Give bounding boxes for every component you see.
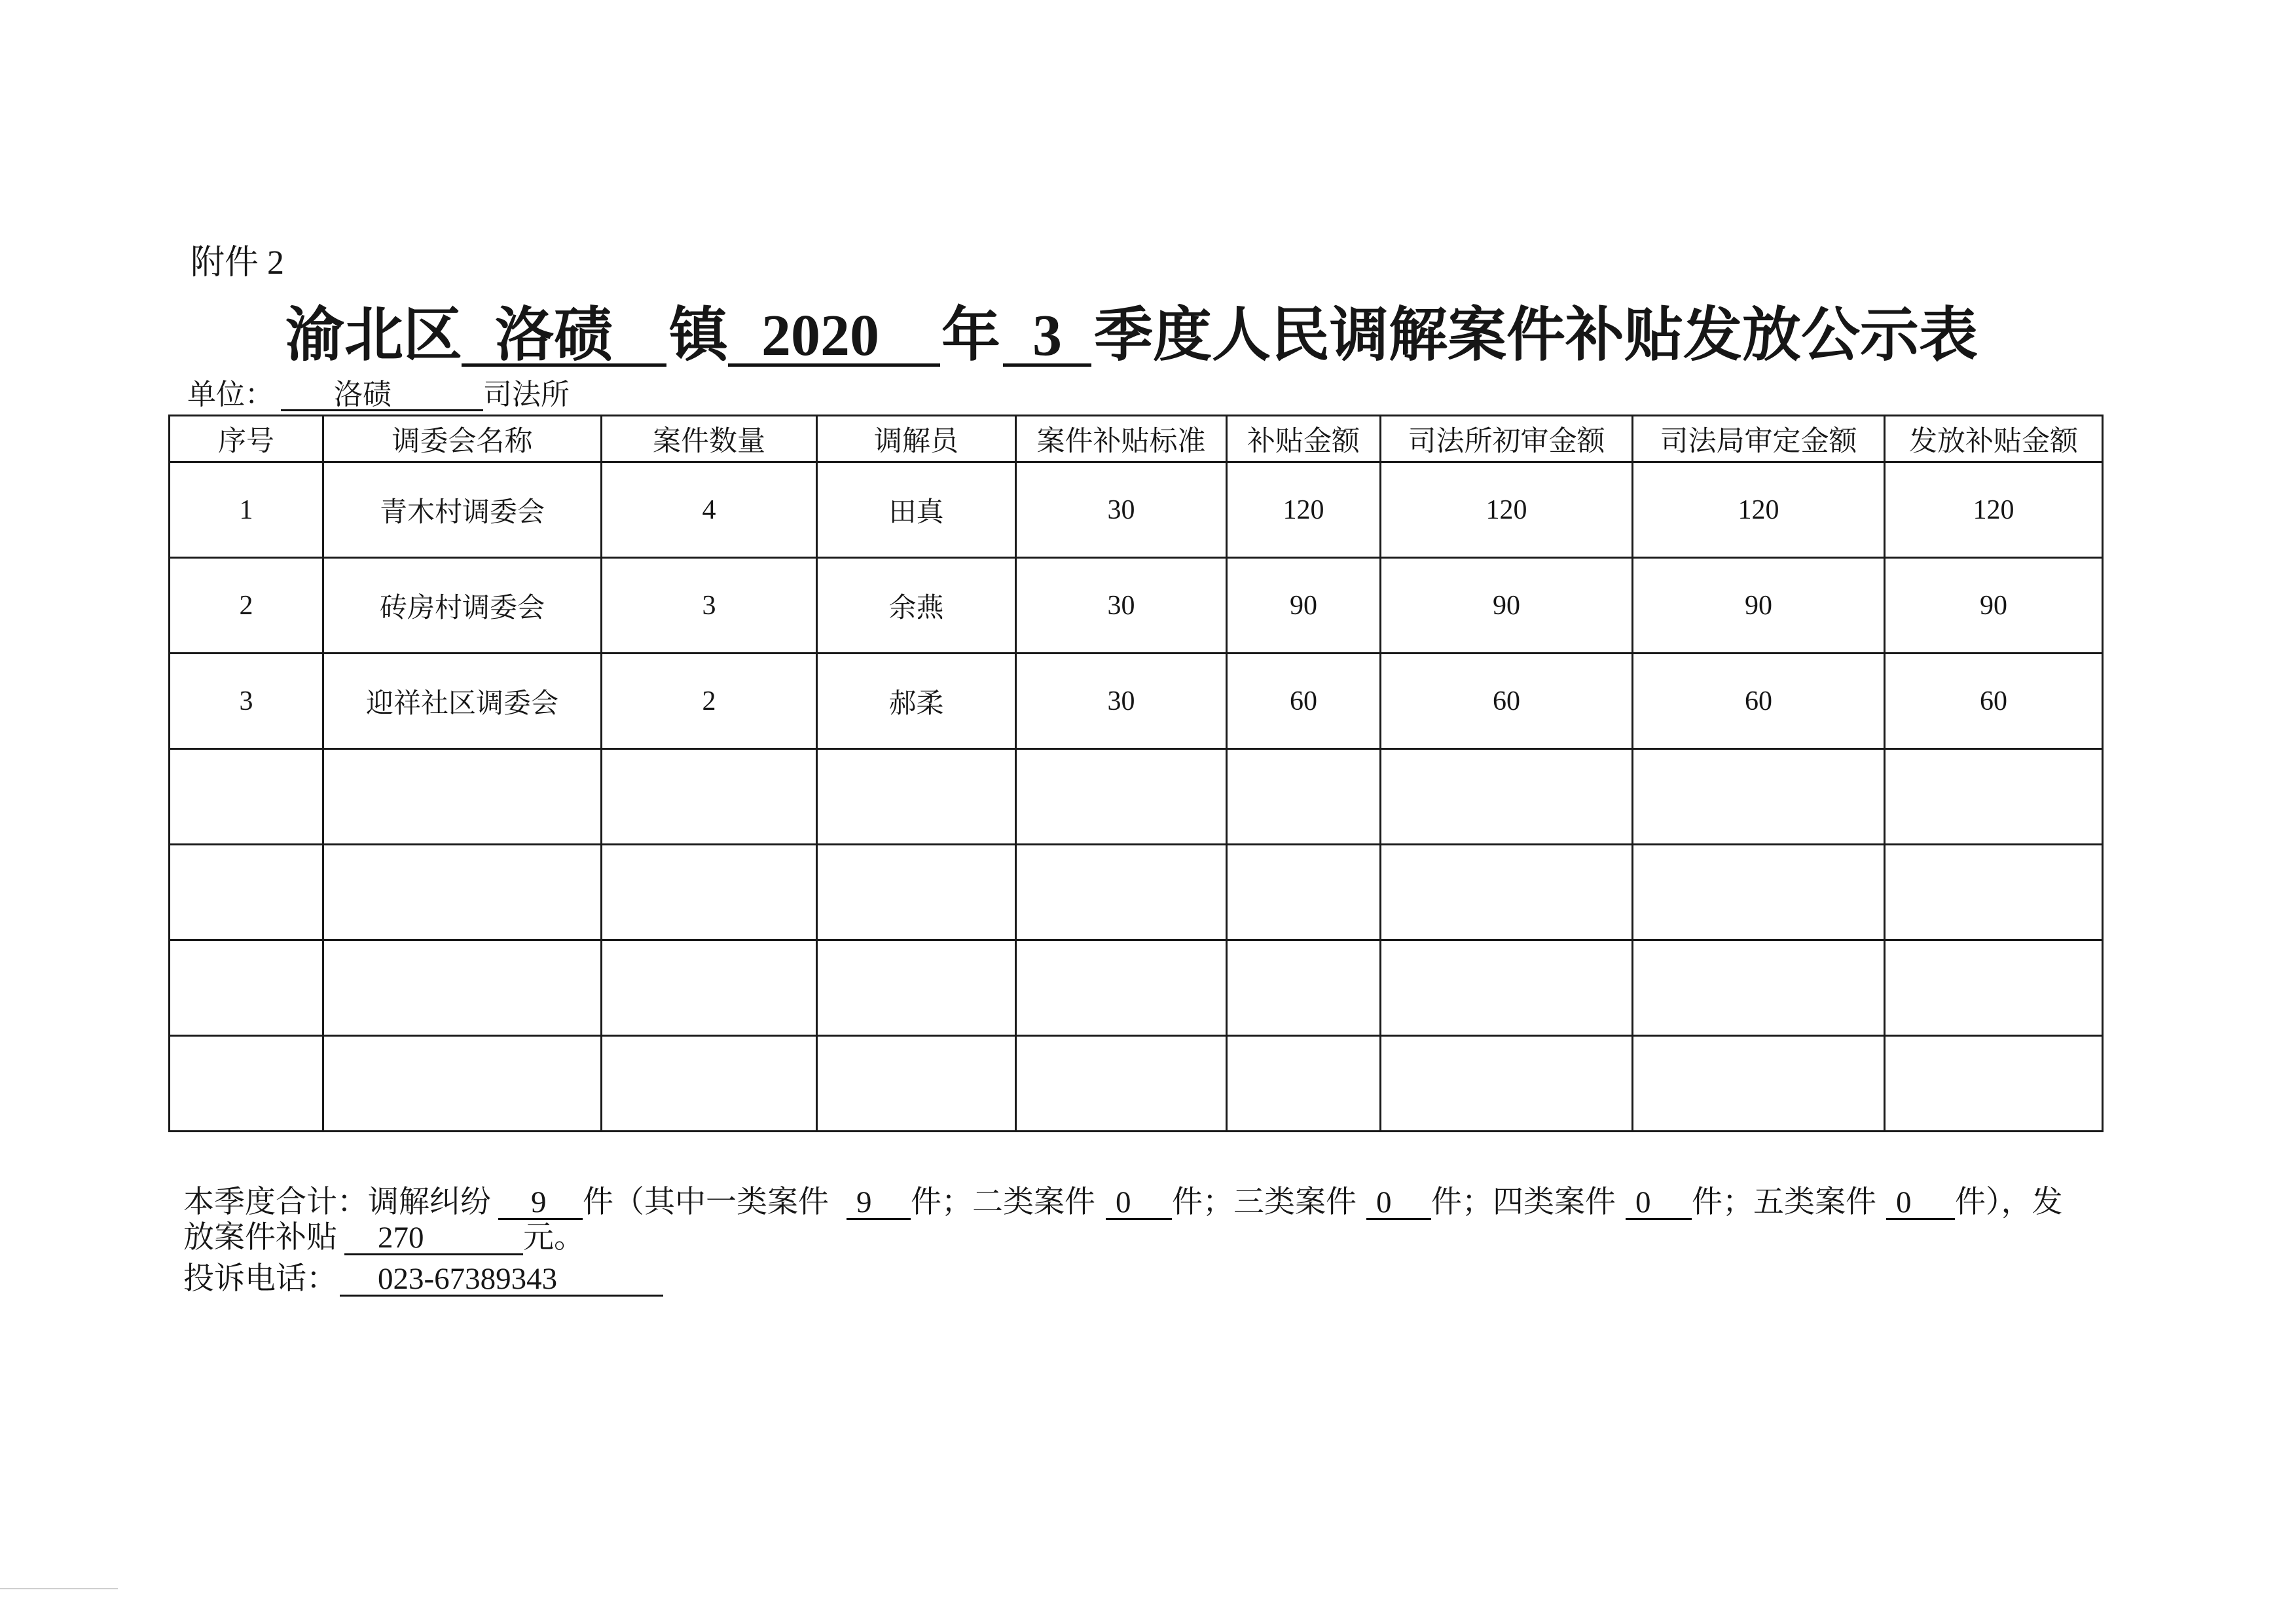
header-case-count: 案件数量	[602, 416, 817, 462]
table-cell-empty	[1016, 1036, 1227, 1132]
cell-subsidy-standard: 30	[1016, 462, 1227, 558]
table-row	[170, 558, 2103, 654]
cell-subsidy-standard: 30	[1016, 558, 1227, 654]
table-header-row	[170, 416, 2103, 462]
table-cell-empty	[1227, 1036, 1381, 1132]
table-cell-empty	[1633, 1036, 1885, 1132]
summary-text-5: 件；五类案件	[1692, 1185, 1876, 1219]
summary-prefix: 本季度合计：调解纠纷	[183, 1185, 491, 1219]
cell-seq: 3	[170, 654, 323, 749]
table-cell-empty	[1381, 1036, 1633, 1132]
table-cell-empty	[1633, 940, 1885, 1036]
table-row	[170, 654, 2103, 749]
cell-subsidy-standard: 30	[1016, 654, 1227, 749]
cell-subsidy-amount: 120	[1227, 462, 1381, 558]
cell-mediator: 余燕	[817, 558, 1016, 654]
table-cell-empty	[1227, 940, 1381, 1036]
table-cell-empty	[602, 845, 817, 940]
title-year-suffix: 年	[941, 303, 1000, 368]
summary-class-1-field: 9	[847, 1187, 911, 1220]
table-cell-empty	[1381, 845, 1633, 940]
complaint-phone-field: 023-67389343	[340, 1263, 663, 1297]
title-quarter-field: 3	[1003, 306, 1091, 367]
subsidy-table	[168, 415, 2104, 1132]
unit-suffix: 司法所	[483, 378, 570, 411]
table-cell-empty	[170, 1036, 323, 1132]
summary-text-3: 件；三类案件	[1172, 1185, 1357, 1219]
table-cell-empty	[817, 1036, 1016, 1132]
table-cell-empty	[1016, 749, 1227, 845]
table-cell-empty	[323, 749, 602, 845]
table-row-empty	[170, 940, 2103, 1036]
table-row-empty	[170, 1036, 2103, 1132]
cell-case-count: 4	[602, 462, 817, 558]
table-cell-empty	[1633, 845, 1885, 940]
cell-mediator: 田真	[817, 462, 1016, 558]
cell-subsidy-amount: 60	[1227, 654, 1381, 749]
scan-edge-mark	[0, 1588, 118, 1589]
header-seq: 序号	[170, 416, 323, 462]
table-cell-empty	[817, 940, 1016, 1036]
table-cell-empty	[602, 1036, 817, 1132]
table-cell-empty	[1227, 845, 1381, 940]
cell-bureau-approved-amount: 60	[1633, 654, 1885, 749]
title-town-suffix: 镇	[669, 303, 728, 368]
table-cell-empty	[170, 845, 323, 940]
summary-class-2-field: 0	[1106, 1187, 1172, 1220]
cell-disbursed-amount: 60	[1885, 654, 2103, 749]
cell-committee-name: 青木村调委会	[323, 462, 602, 558]
table-cell-empty	[1227, 749, 1381, 845]
title-town-field: 洛碛	[462, 306, 666, 367]
cell-disbursed-amount: 120	[1885, 462, 2103, 558]
summary-class-5-field: 0	[1886, 1187, 1955, 1220]
table-cell-empty	[1016, 845, 1227, 940]
summary-text-1: 件（其中一类案件	[583, 1185, 829, 1219]
summary-total-cases-field: 9	[498, 1187, 583, 1220]
summary-class-4-field: 0	[1626, 1187, 1692, 1220]
summary-text-2: 件；二类案件	[911, 1185, 1095, 1219]
table-cell-empty	[1885, 749, 2103, 845]
title-district: 渝北区	[285, 303, 462, 368]
table-cell-empty	[1885, 845, 2103, 940]
cell-office-initial-amount: 60	[1381, 654, 1633, 749]
cell-committee-name: 迎祥社区调委会	[323, 654, 602, 749]
header-mediator: 调解员	[817, 416, 1016, 462]
table-cell-empty	[1885, 940, 2103, 1036]
table-cell-empty	[602, 940, 817, 1036]
cell-bureau-approved-amount: 90	[1633, 558, 1885, 654]
summary-text-4: 件；四类案件	[1431, 1185, 1616, 1219]
cell-bureau-approved-amount: 120	[1633, 462, 1885, 558]
table-cell-empty	[1885, 1036, 2103, 1132]
summary-subsidy-total-field: 270	[344, 1222, 523, 1255]
table-row-empty	[170, 845, 2103, 940]
cell-subsidy-amount: 90	[1227, 558, 1381, 654]
cell-office-initial-amount: 90	[1381, 558, 1633, 654]
cell-seq: 2	[170, 558, 323, 654]
table-cell-empty	[817, 845, 1016, 940]
table-cell-empty	[323, 1036, 602, 1132]
header-office-initial-amount: 司法所初审金额	[1381, 416, 1633, 462]
table-cell-empty	[323, 940, 602, 1036]
cell-disbursed-amount: 90	[1885, 558, 2103, 654]
table-row	[170, 462, 2103, 558]
complaint-label: 投诉电话：	[183, 1262, 337, 1296]
header-subsidy-standard: 案件补贴标准	[1016, 416, 1227, 462]
cell-office-initial-amount: 120	[1381, 462, 1633, 558]
summary-text-6: 件），发	[1955, 1185, 2063, 1219]
summary-line2-prefix: 放案件补贴	[183, 1221, 337, 1255]
cell-seq: 1	[170, 462, 323, 558]
cell-mediator: 郝柔	[817, 654, 1016, 749]
unit-label: 单位：	[187, 378, 274, 411]
header-subsidy-amount: 补贴金额	[1227, 416, 1381, 462]
cell-committee-name: 砖房村调委会	[323, 558, 602, 654]
header-bureau-approved-amount: 司法局审定金额	[1633, 416, 1885, 462]
table-cell-empty	[1633, 749, 1885, 845]
unit-value-field: 洛碛	[281, 380, 483, 411]
table-cell-empty	[817, 749, 1016, 845]
table-row-empty	[170, 749, 2103, 845]
title-year-field: 2020	[728, 306, 940, 367]
attachment-label: 附件 2	[191, 244, 285, 282]
header-disbursed-amount: 发放补贴金额	[1885, 416, 2103, 462]
table-cell-empty	[323, 845, 602, 940]
header-committee-name: 调委会名称	[323, 416, 602, 462]
cell-case-count: 2	[602, 654, 817, 749]
title-rest: 季度人民调解案件补贴发放公示表	[1094, 303, 1978, 368]
table-cell-empty	[170, 749, 323, 845]
summary-line2-suffix: 元。	[523, 1221, 585, 1255]
cell-case-count: 3	[602, 558, 817, 654]
summary-class-3-field: 0	[1366, 1187, 1431, 1220]
table-cell-empty	[1381, 749, 1633, 845]
table-cell-empty	[602, 749, 817, 845]
table-cell-empty	[1381, 940, 1633, 1036]
table-cell-empty	[170, 940, 323, 1036]
table-cell-empty	[1016, 940, 1227, 1036]
